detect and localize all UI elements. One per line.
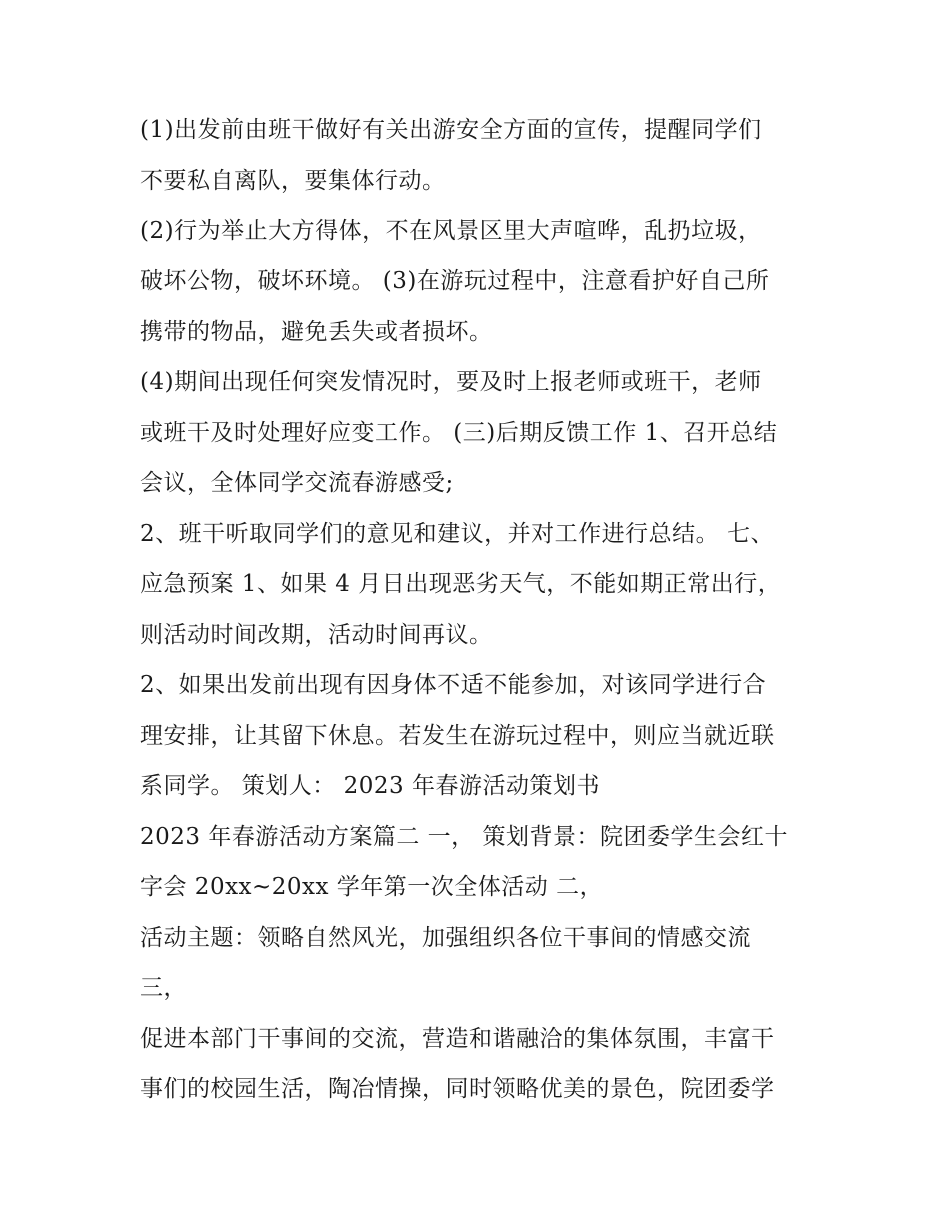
- text-line: 活动主题：领略自然风光，加强组织各位干事间的情感交流: [140, 925, 751, 951]
- text-line: 2、如果出发前出现有因身体不适不能参加，对该同学进行合: [140, 672, 767, 698]
- text-line: 破坏公物，破坏环境。 (3)在游玩过程中，注意看护好自己所: [140, 268, 770, 294]
- text-line: 应急预案 1、如果 4 月日出现恶劣天气，不能如期正常出行，: [140, 571, 782, 597]
- text-line: 或班干及时处理好应变工作。 (三)后期反馈工作 1、召开总结: [140, 420, 778, 446]
- text-line: 理安排，让其留下休息。若发生在游玩过程中，则应当就近联: [140, 723, 775, 749]
- text-line: 系同学。 策划人： 2023 年春游活动策划书: [140, 773, 600, 799]
- text-line: 字会 20xx~20xx 学年第一次全体活动 二，: [140, 874, 604, 900]
- text-line: 则活动时间改期，活动时间再议。: [140, 622, 493, 648]
- text-line: (2)行为举止大方得体，不在风景区里大声喧哗，乱扔垃圾，: [140, 218, 762, 244]
- text-line: 携带的物品，避免丢失或者损坏。: [140, 319, 493, 345]
- text-line: 不要私自离队，要集体行动。: [140, 168, 446, 194]
- text-line: 2023 年春游活动方案篇二 一， 策划背景：院团委学生会红十: [140, 824, 788, 850]
- text-line: (1)出发前由班干做好有关出游安全方面的宣传，提醒同学们: [140, 117, 762, 143]
- text-line: 事们的校园生活，陶冶情操，同时领略优美的景色，院团委学: [140, 1076, 775, 1102]
- text-line: (4)期间出现任何突发情况时，要及时上报老师或班干，老师: [140, 369, 762, 395]
- text-line: 会议，全体同学交流春游感受;: [140, 470, 454, 496]
- text-line: 促进本部门干事间的交流，营造和谐融洽的集体氛围，丰富干: [140, 1026, 775, 1052]
- text-line: 三，: [140, 975, 187, 1001]
- text-line: 2、班干听取同学们的意见和建议，并对工作进行总结。 七、: [140, 521, 774, 547]
